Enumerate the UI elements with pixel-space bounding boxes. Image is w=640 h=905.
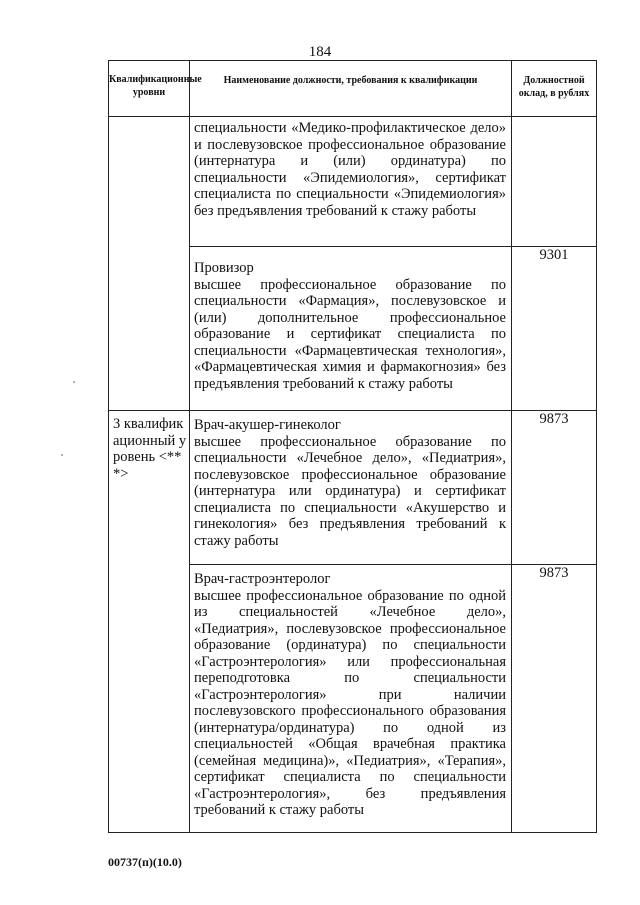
position-title: Врач-гастроэнтеролог: [194, 571, 331, 587]
salary-cell: 9873: [512, 411, 597, 565]
scan-speck: [61, 454, 63, 456]
position-title: Провизор: [194, 260, 254, 276]
requirements-cell: [190, 411, 512, 565]
scan-speck: [73, 381, 75, 383]
requirements-cell: [190, 247, 512, 411]
salary-cell: 9301: [512, 247, 597, 411]
position-requirements: высшее профессиональное образование по специальности «Лечебное дело», «Педиатрия», послевузовское профессиональное образование (интернатура или ординатура) и сертификат специалиста по специальности «Акушерство и гинекология» без предъявления требований к стажу работы: [194, 433, 506, 549]
table-header-row: [109, 61, 597, 117]
page-number: 184: [308, 44, 332, 60]
requirements-cell: специальности «Медико-профилактическое дело» и послевузовское профессиональное образование (интернатура и (или) ординатура) по специальности «Эпидемиология», сертификат специалиста по специальности «Эпидемиология» без предъявления требований к стажу работы: [190, 117, 512, 247]
header-qualification-levels: Квалификационные уровни: [109, 61, 190, 117]
level-cell: [109, 117, 190, 411]
position-requirements: высшее профессиональное образование по одной из специальностей «Лечебное дело», «Педиатрия», послевузовское профессиональное образование (ординатура) по специальности «Гастроэнтерология» или профессиональная переподготовка по специальности «Гастроэнтерология» при наличии послевузовского профессионального образования (интернатура/ординатура) по одной из специальностей «Общая врачебная практика (семейная медицина)», «Педиатрия», «Терапия», сертификат специалиста по специальности «Гастроэнтерология», без предъявления требований к стажу работы: [194, 587, 506, 818]
salary-cell: 9873: [512, 565, 597, 833]
document-code: 00737(п)(10.0): [108, 855, 182, 869]
table-row: [109, 117, 597, 247]
position-title: Врач-акушер-гинеколог: [194, 417, 341, 433]
qualification-table: [108, 60, 597, 833]
header-position-requirements: Наименование должности, требования к квалификации: [190, 61, 512, 117]
level-cell: 3 квалификационный уровень <***>: [109, 411, 190, 833]
position-requirements: высшее профессиональное образование по специальности «Фармация», послевузовское и (или) дополнительное профессиональное образование и сертификат специалиста по специальности «Фармацевтическая технология», «Фармацевтическая химия и фармакогнозия» без предъявления требований к стажу работы: [194, 276, 506, 392]
table-row: [109, 411, 597, 565]
header-salary: Должностной оклад, в рублях: [512, 61, 597, 117]
salary-cell: [512, 117, 597, 247]
requirements-cell: [190, 565, 512, 833]
